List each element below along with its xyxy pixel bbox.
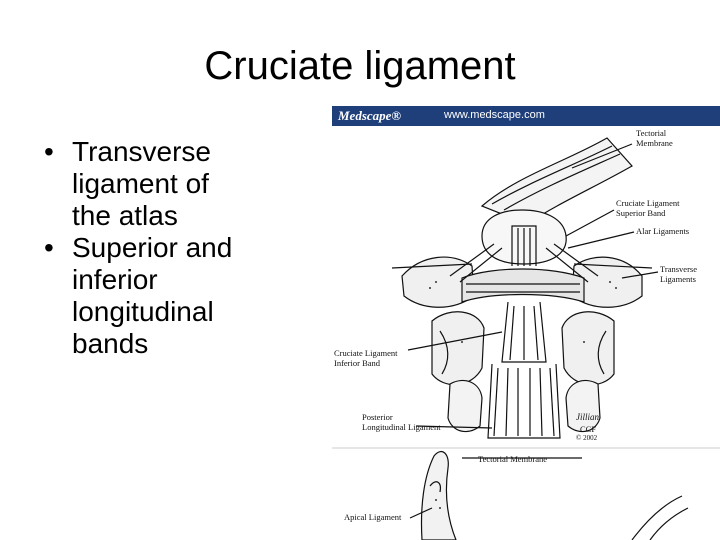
bullet-line: the atlas [72, 200, 178, 231]
label-alar: Alar Ligaments [636, 226, 690, 236]
bullet-item [40, 232, 310, 360]
bullet-line: inferior [72, 264, 158, 295]
credit-year: © 2002 [576, 434, 598, 442]
label-tectorial: Membrane [636, 138, 673, 148]
bullet-item [40, 136, 310, 232]
anatomy-illustration [332, 106, 720, 540]
label-transverse: Transverse [660, 264, 697, 274]
credit-ccf: CCF [580, 424, 597, 434]
label-posterior-longitudinal: Posterior [362, 412, 393, 422]
bullet-line: bands [72, 328, 149, 359]
slide-title: Cruciate ligament [204, 44, 516, 88]
bullet-marker: • [44, 232, 54, 263]
bullet-line: longitudinal [72, 296, 214, 327]
bullet-line: Transverse [72, 136, 212, 167]
label-tectorial-lower: Tectorial Membrane [478, 454, 548, 464]
label-inferior-band: Cruciate Ligament [334, 348, 398, 358]
label-apical: Apical Ligament [344, 512, 402, 522]
label-transverse: Ligaments [660, 274, 696, 284]
label-inferior-band: Inferior Band [334, 358, 381, 368]
ligament-drawing [332, 106, 720, 540]
label-superior-band: Superior Band [616, 208, 666, 218]
label-tectorial: Tectorial [636, 128, 667, 138]
bullet-list [40, 136, 310, 360]
bullet-line: Superior and [72, 232, 233, 263]
label-superior-band: Cruciate Ligament [616, 198, 680, 208]
medscape-logo: Medscape® [338, 108, 402, 123]
banner-url: www.medscape.com [444, 109, 545, 121]
bullet-marker: • [44, 136, 54, 167]
artist-signature: Jillian [576, 412, 599, 422]
bullet-line: ligament of [72, 168, 209, 199]
label-posterior-longitudinal: Longitudinal Ligament [362, 422, 441, 432]
